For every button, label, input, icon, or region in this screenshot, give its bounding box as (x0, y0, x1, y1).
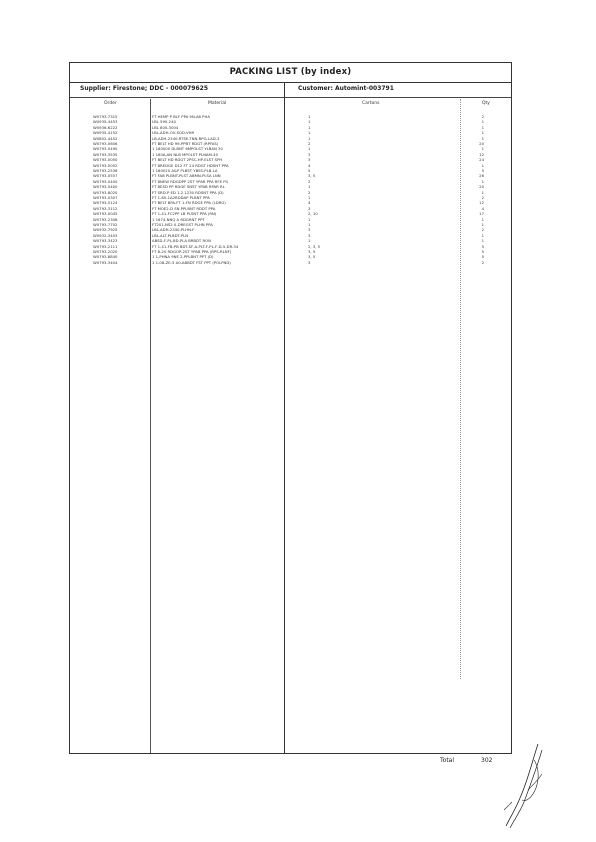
table-row (70, 260, 513, 265)
header-divider (70, 97, 511, 98)
material-cell: LBL 590-240 (152, 119, 176, 125)
cartons-cell: 2 (308, 178, 311, 184)
cartons-cell: 3, 5 (308, 254, 316, 260)
cartons-cell: 1 (308, 114, 311, 119)
qty-cell: 2 (481, 227, 484, 233)
qty-cell: 2 (481, 114, 484, 119)
order-cell: W0793-2020 (93, 249, 118, 254)
qty-cell: 12 (479, 200, 484, 206)
cartons-cell: 1 (308, 184, 311, 190)
material-cell: ABSD-F-PL-BD-PLA BRBDT RON (152, 238, 211, 244)
total-value: 302 (481, 757, 493, 764)
material-cell: FT SRD-P ED 1-2 1230 RDSNT PPA (D) (152, 189, 224, 195)
cartons-cell: 2, 10 (308, 211, 318, 217)
column-header-cartons: Cartons (362, 101, 380, 106)
cartons-cell: 3 (308, 259, 311, 265)
material-cell: FT 1-41-FC2PP LB PLSNT PPA (RN) (152, 211, 217, 217)
order-cell: W0793-2111 (93, 243, 118, 249)
order-cell: W0793-0606 (93, 141, 118, 146)
column-header-order: Order (104, 101, 117, 106)
order-cell: W0793-0045 (93, 211, 118, 217)
order-cell: W0793-8840 (93, 254, 118, 260)
qty-cell: 5 (481, 168, 484, 173)
material-cell: FT 8-20 RDGOP-2ST YPAB PPA (RPS-RLNF) (152, 249, 232, 254)
order-cell: W0793-3404 (93, 259, 118, 265)
cartons-cell: 1 (308, 216, 311, 222)
cartons-cell: 2 (308, 189, 311, 195)
order-cell: W0793-0307 (93, 195, 118, 200)
order-cell: W0793-5400 (93, 184, 118, 190)
order-cell: W0935-4453 (93, 119, 118, 125)
page-title: PACKING LIST (by index) (70, 63, 511, 83)
material-cell: 1 1-08-ZE-5 A0-ABBDT FST PPT (POLPND) (152, 259, 231, 265)
qty-cell: 1 (481, 119, 484, 125)
material-cell: LBL-ADH-OV-SOD-VHR (152, 130, 195, 136)
qty-cell: 4 (481, 205, 484, 211)
qty-cell: 1 (481, 232, 484, 238)
supplier-label: Supplier: Firestone; DDC - 000079625 (80, 85, 208, 92)
order-cell: W0793-0557 (93, 173, 118, 179)
cartons-cell: 2 (308, 141, 311, 146)
order-cell: W0793-7315 (93, 114, 118, 119)
material-cell: FT 1-60-1A2RDDAP PLBNT PPA (152, 195, 210, 200)
material-cell: FT BELT HD RDGT 2PSC-HP-ELST SPH (152, 157, 223, 163)
qty-cell: 1 (481, 130, 484, 136)
order-cell: W0793-3112 (93, 205, 118, 211)
qty-cell: 1 (481, 238, 484, 244)
material-cell: LB-ADH-2340-RTSE-TNN-RPG-LAD-3 (152, 135, 220, 141)
qty-cell: 5 (481, 254, 484, 260)
customer-label: Customer: Automint-003791 (298, 85, 394, 92)
order-cell: W0793-0490 (93, 146, 118, 152)
cartons-cell: 1 (308, 130, 311, 136)
qty-cell: 2 (481, 195, 484, 200)
material-cell: FT MOE2-D SN PPLBNT RDDT PPA (152, 205, 216, 211)
cartons-cell: 4 (308, 200, 311, 206)
cartons-cell: 1 (308, 135, 311, 141)
material-cell: 1 1674-NNQ A RDGRNT PPT (152, 216, 205, 222)
order-cell: W0793-5052 (93, 162, 118, 168)
total-label: Total (440, 757, 455, 764)
cartons-cell: 3 (308, 157, 311, 163)
qty-cell: 1 (481, 222, 484, 227)
order-cell: W0793-7702 (93, 222, 118, 227)
cartons-cell: 3 (308, 151, 311, 157)
cartons-cell: 1 (308, 124, 311, 130)
cartons-cell: 1 (308, 222, 311, 227)
cartons-cell: 3 (308, 232, 311, 238)
material-cell: LBL 800-3004 (152, 124, 179, 130)
cartons-cell: 1 (308, 195, 311, 200)
material-cell: FT HEMP P BLF PPA 9N-A6 PHA (152, 114, 210, 119)
material-cell: LBL-ALT-PLBDT-PLN (152, 232, 189, 238)
material-cell: FT 8REDGE D12 FT 24 RDGT HDSNT PPA (152, 162, 229, 168)
cartons-cell: 4 (308, 162, 311, 168)
cartons-cell: 2, 3, 5 (308, 243, 321, 249)
order-cell: W0932-3403 (93, 232, 118, 238)
cartons-cell: 1 (308, 238, 311, 244)
qty-cell: 12 (479, 151, 484, 157)
qty-cell: 5 (481, 243, 484, 249)
signature-mark (498, 740, 558, 830)
material-cell: 1 180A-AN NLB MPOLST PLNAM-40 (152, 151, 219, 157)
material-cell: FT FAB PLBNT-PLST ABMN-PLSA LNN (152, 173, 221, 179)
material-cell: FT BELT BPA-FT 1-FN RDGE PPA (LDRG) (152, 200, 226, 206)
qty-cell: 5 (481, 249, 484, 254)
cartons-cell: 3, 5 (308, 249, 316, 254)
qty-cell: 1 (481, 135, 484, 141)
material-cell: FT201-NS2 0-DREGST PLHN PPA (152, 222, 213, 227)
order-cell: W0793-3535 (93, 151, 118, 157)
qty-cell: 1 (481, 178, 484, 184)
material-cell: FT 1-41-FB-PB BDT-SF-A-PLT-F-PL-F-D-5-DR-34 (152, 243, 239, 249)
cartons-cell: 3, 5 (308, 173, 316, 179)
qty-cell: 24 (479, 157, 484, 163)
qty-cell: 1 (481, 162, 484, 168)
order-cell: W0793-2536 (93, 168, 118, 173)
order-cell: W0793-5124 (93, 200, 118, 206)
qty-cell: 20 (479, 184, 484, 190)
order-cell: W0935-4152 (93, 130, 118, 136)
order-cell: W0802-4452 (93, 135, 118, 141)
material-cell: FT 8ESD PP RDGE SNST YPAB RPAR RL (152, 184, 225, 190)
qty-cell: 1 (481, 189, 484, 195)
qty-cell: 2 (481, 259, 484, 265)
column-header-material: Material (208, 101, 227, 106)
cartons-cell: 1 (308, 119, 311, 125)
order-cell: W0793-8020 (93, 189, 118, 195)
material-cell: FT 8NEW RDGDPP 2ST YPAR PPA RFE P4 (152, 178, 228, 184)
qty-cell: 26 (479, 173, 484, 179)
qty-cell: 1 (481, 146, 484, 152)
cartons-cell: 5 (308, 168, 311, 173)
material-cell: LBL-ADH-2340-PLHN-F (152, 227, 195, 233)
order-cell: W0793-2308 (93, 216, 118, 222)
cartons-cell: 3 (308, 227, 311, 233)
column-header-qty: Qty (482, 101, 490, 106)
qty-cell: 20 (479, 141, 484, 146)
material-cell: FT BELT HD 99-PPBT RDGT (RPFAS) (152, 141, 219, 146)
packing-list-frame (69, 62, 512, 754)
material-cell: 1 180020 A&P PLBST YBSS-PLB-LA (152, 168, 218, 173)
qty-cell: 1 (481, 124, 484, 130)
order-cell: W0793-3423 (93, 238, 118, 244)
cartons-cell: 3 (308, 205, 311, 211)
material-cell: 1 180000 DLBNT 6MPOLST YLBAN 30 (152, 146, 223, 152)
order-cell: W0793-0400 (93, 178, 118, 184)
order-cell: W0932-7925 (93, 227, 118, 233)
qty-cell: 17 (479, 211, 484, 217)
material-cell: 1 1-PHNA 9NE 2-PPLBNT PPT (D) (152, 254, 214, 260)
order-cell: W0793-0050 (93, 157, 118, 163)
cartons-cell: 1 (308, 146, 311, 152)
order-cell: W0936-6222 (93, 124, 118, 130)
qty-cell: 1 (481, 216, 484, 222)
